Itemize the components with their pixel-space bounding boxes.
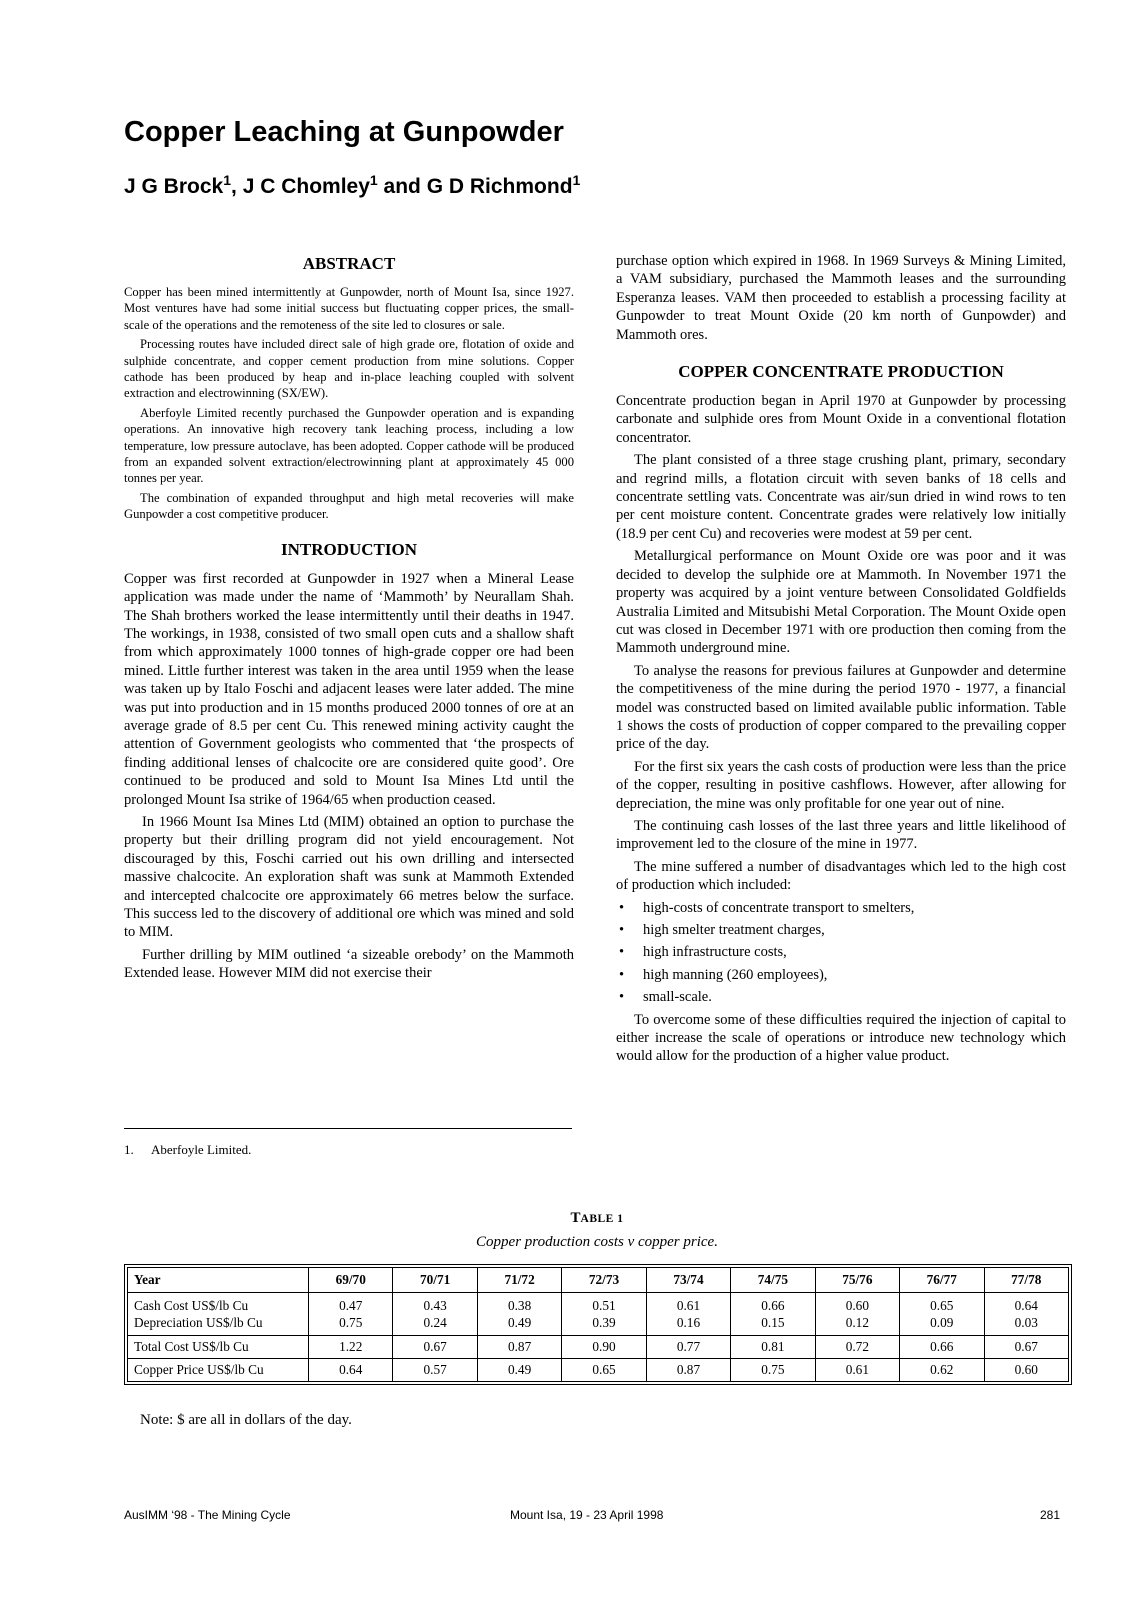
table-note: Note: $ are all in dollars of the day. — [140, 1412, 352, 1428]
table-cell: 0.62 — [900, 1359, 984, 1382]
table-cell: 0.43 — [393, 1293, 477, 1315]
table-cell: 0.90 — [562, 1336, 646, 1359]
author-separator: and — [377, 175, 427, 198]
bullet-icon: • — [619, 944, 625, 961]
footnote-divider — [124, 1128, 572, 1129]
table-cell: 0.61 — [646, 1293, 730, 1315]
table-cell: 0.77 — [646, 1336, 730, 1359]
table-cell: 0.64 — [984, 1293, 1069, 1315]
table-cell: 0.49 — [477, 1359, 561, 1382]
table-cell: 0.75 — [731, 1359, 815, 1382]
year-header: Year — [128, 1268, 309, 1293]
left-column — [124, 252, 574, 987]
table-cell: 0.72 — [815, 1336, 899, 1359]
bullet-icon: • — [619, 966, 625, 983]
cost-table — [124, 1264, 1072, 1385]
row-label: Cash Cost US$/lb Cu — [128, 1293, 309, 1315]
page-number: 281 — [1040, 1508, 1061, 1522]
table-cell: 1.22 — [309, 1336, 393, 1359]
body-paragraph: Further drilling by MIM outlined ‘a sizeable orebody’ on the Mammoth Extended lease. However MIM did not exercise their — [124, 946, 574, 982]
abstract-paragraph: Processing routes have included direct sale of high grade ore, flotation of oxide and sulphide concentrate, and copper cement production from mine solutions. Copper cathode has been produced by heap and in-place leaching coupled with solvent extraction and electrowinning (SX/EW). — [124, 337, 574, 401]
body-paragraph: For the first six years the cash costs of production were less than the price of the copper, resulting in positive cashflows. However, after allowing for depreciation, the mine was only profitable for one year out of nine. — [616, 758, 1066, 812]
table-cell: 0.75 — [309, 1314, 393, 1336]
bullet-icon: • — [619, 922, 625, 938]
table-cell: 0.47 — [309, 1293, 393, 1315]
year-cell: 72/73 — [562, 1268, 646, 1293]
year-cell: 69/70 — [309, 1268, 393, 1293]
table-cell: 0.66 — [731, 1293, 815, 1315]
table-cell: 0.67 — [393, 1336, 477, 1359]
list-item: • small-scale. — [619, 989, 712, 1006]
body-paragraph: To analyse the reasons for previous failures at Gunpowder and determine the competitiveness of the mine during the period 1970 - 1977, a financial model was constructed based on limited available public information. Table 1 shows the costs of production of copper compared to the prevailing copper price of the day. — [616, 662, 1066, 753]
concentrate-body — [616, 392, 1066, 1066]
list-item: • high smelter treatment charges, — [619, 922, 825, 938]
year-cell: 73/74 — [646, 1268, 730, 1293]
footnote — [124, 1142, 251, 1158]
list-item: • high-costs of concentrate transport to smelters, — [619, 899, 915, 916]
table-cell: 0.39 — [562, 1314, 646, 1336]
year-cell: 77/78 — [984, 1268, 1069, 1293]
year-cell: 70/71 — [393, 1268, 477, 1293]
table-cell: 0.03 — [984, 1314, 1069, 1336]
table-cell: 0.38 — [477, 1293, 561, 1315]
list-item: • high infrastructure costs, — [619, 944, 787, 961]
footnote-text: Aberfoyle Limited. — [151, 1142, 252, 1157]
author-separator: , — [231, 175, 243, 198]
body-paragraph: purchase option which expired in 1968. In 1969 Surveys & Mining Limited, a VAM subsidiary, purchased the Mammoth leases and the surrounding Esperanza leases. VAM then proceeded to establish a processing facility at Gunpowder to treat Mount Oxide (20 km north of Gunpowder) and Mammoth ores. — [616, 253, 1066, 343]
footnote-number: 1. — [124, 1142, 134, 1157]
year-cell: 71/72 — [477, 1268, 561, 1293]
list-item: • high manning (260 employees), — [619, 966, 828, 983]
abstract-paragraph: Copper has been mined intermittently at Gunpowder, north of Mount Isa, since 1927. Most ventures have had some initial success but fluctuating copper prices, the small-scale of the operations and the remoteness of the site led to closures or sale. — [124, 285, 574, 332]
introduction-continuation — [616, 252, 1066, 344]
author-name: J G Brock — [124, 175, 224, 198]
table-cell: 0.57 — [393, 1359, 477, 1382]
row-label: Depreciation US$/lb Cu — [128, 1314, 309, 1336]
year-cell: 74/75 — [731, 1268, 815, 1293]
table-cell: 0.67 — [984, 1336, 1069, 1359]
table-cell: 0.65 — [900, 1293, 984, 1315]
year-cell: 75/76 — [815, 1268, 899, 1293]
affiliation-marker: 1 — [572, 172, 581, 188]
abstract — [124, 284, 574, 523]
table-header-row — [128, 1268, 1069, 1293]
table-cell: 0.09 — [900, 1314, 984, 1336]
body-paragraph: The mine suffered a number of disadvantages which led to the high cost of production which included: — [616, 858, 1066, 894]
row-label: Copper Price US$/lb Cu — [128, 1359, 309, 1382]
footer-conference: AusIMM ‘98 - The Mining Cycle — [124, 1508, 291, 1522]
year-cell: 76/77 — [900, 1268, 984, 1293]
abstract-heading: ABSTRACT — [302, 254, 396, 273]
table-cell: 0.24 — [393, 1314, 477, 1336]
table-cell: 0.61 — [815, 1359, 899, 1382]
author-line — [124, 172, 580, 199]
table-cell: 0.16 — [646, 1314, 730, 1336]
body-paragraph: Concentrate production began in April 1970 at Gunpowder by processing carbonate and sulphide ores from Mount Oxide in a conventional flotation concentrator. — [616, 393, 1066, 446]
table-cell: 0.60 — [815, 1293, 899, 1315]
body-paragraph: To overcome some of these difficulties required the injection of capital to either increase the scale of operations or introduce new technology which would allow for the production of a higher value product. — [616, 1011, 1066, 1065]
paper-title: Copper Leaching at Gunpowder — [124, 116, 564, 148]
table-row — [128, 1336, 1069, 1359]
affiliation-marker: 1 — [369, 172, 378, 188]
author-name: G D Richmond — [426, 175, 573, 198]
table-cell: 0.87 — [477, 1336, 561, 1359]
right-column — [616, 252, 1066, 1070]
table-cell: 0.60 — [984, 1359, 1069, 1382]
footer-location: Mount Isa, 19 - 23 April 1998 — [510, 1508, 664, 1522]
table-row — [128, 1359, 1069, 1382]
abstract-paragraph: Aberfoyle Limited recently purchased the Gunpowder operation and is expanding operations. An innovative high recovery tank leaching process, including a low temperature, low pressure autoclave, has been adopted. Copper cathode will be produced from an expanded solvent extraction/electrowinning plant at approximately 45 000 tonnes per year. — [124, 405, 574, 486]
concentrate-heading: COPPER CONCENTRATE PRODUCTION — [678, 362, 1004, 382]
row-label: Total Cost US$/lb Cu — [128, 1336, 309, 1359]
author-name: J C Chomley — [242, 175, 370, 198]
table-row — [128, 1293, 1069, 1315]
disadvantages-list — [616, 899, 1066, 1007]
body-paragraph: The continuing cash losses of the last three years and little likelihood of improvement led to the closure of the mine in 1977. — [616, 817, 1066, 853]
introduction-heading: INTRODUCTION — [280, 539, 418, 559]
body-paragraph: The plant consisted of a three stage crushing plant, primary, secondary and regrind mills, a flotation circuit with seven banks of 18 cells and concentrate settling vats. Concentrate was air/sun dried in wind rows to ten per cent moisture content. Concentrate grades were relatively low initially (18.9 per cent Cu) and recoveries were modest at 59 per cent. — [616, 452, 1066, 542]
affiliation-marker: 1 — [223, 172, 232, 188]
table-cell: 0.81 — [731, 1336, 815, 1359]
bullet-icon: • — [619, 899, 625, 916]
table-cell: 0.12 — [815, 1314, 899, 1336]
table-cell: 0.87 — [646, 1359, 730, 1382]
introduction-body — [124, 570, 574, 983]
bullet-icon: • — [619, 989, 625, 1006]
table-cell: 0.49 — [477, 1314, 561, 1336]
table-cell: 0.64 — [309, 1359, 393, 1382]
table-cell: 0.51 — [562, 1293, 646, 1315]
body-paragraph: Metallurgical performance on Mount Oxide ore was poor and it was decided to develop the sulphide ore at Mammoth. In November 1971 the property was acquired by a joint venture between Consolidated Goldfields Australia Limited and Mitsubishi Metal Corporation. The Mount Oxide open cut was closed in December 1971 with ore production then coming from the Mammoth underground mine. — [616, 548, 1066, 657]
body-paragraph: In 1966 Mount Isa Mines Ltd (MIM) obtained an option to purchase the property but their drilling program did not yield encouragement. Not discouraged by this, Foschi carried out his own drilling and intersected massive chalcocite. An exploration shaft was sunk at Mammoth Extended and intercepted chalcocite ore approximately 66 metres below the surface. This success led to the discovery of additional ore which was mined and sold to MIM. — [124, 813, 574, 941]
table-caption: TABLE 1 — [570, 1210, 624, 1226]
table-cell: 0.65 — [562, 1359, 646, 1382]
table-cell: 0.15 — [731, 1314, 815, 1336]
table-row — [128, 1314, 1069, 1336]
table-cell: 0.66 — [900, 1336, 984, 1359]
body-paragraph: Copper was first recorded at Gunpowder in 1927 when a Mineral Lease application was made under the name of ‘Mammoth’ by Neurallam Shah. The Shah brothers worked the lease intermittently until their deaths in 1947. The workings, in 1938, consisted of two small open cuts and a shallow shaft from which approximately 1000 tonnes of high-grade copper ore had been mined. Little further interest was taken in the area until 1959 when the lease was taken up by Italo Foschi and adjacent leases were later added. The mine was put into production and in 15 months produced 2000 tonnes of ore at an average grade of 8.5 per cent Cu. This renewed mining activity caught the attention of Government geologists who commented that ‘the prospects of finding additional lenses of chalcocite ore are considered quite good’. Ore continued to be produced and sold to Mount Isa Mines Ltd until the prolonged Mount Isa strike of 1964/65 when production ceased. — [124, 570, 574, 808]
table-subtitle: Copper production costs v copper price. — [476, 1234, 718, 1250]
abstract-paragraph: The combination of expanded throughput and high metal recoveries will make Gunpowder a cost competitive producer. — [124, 490, 574, 522]
